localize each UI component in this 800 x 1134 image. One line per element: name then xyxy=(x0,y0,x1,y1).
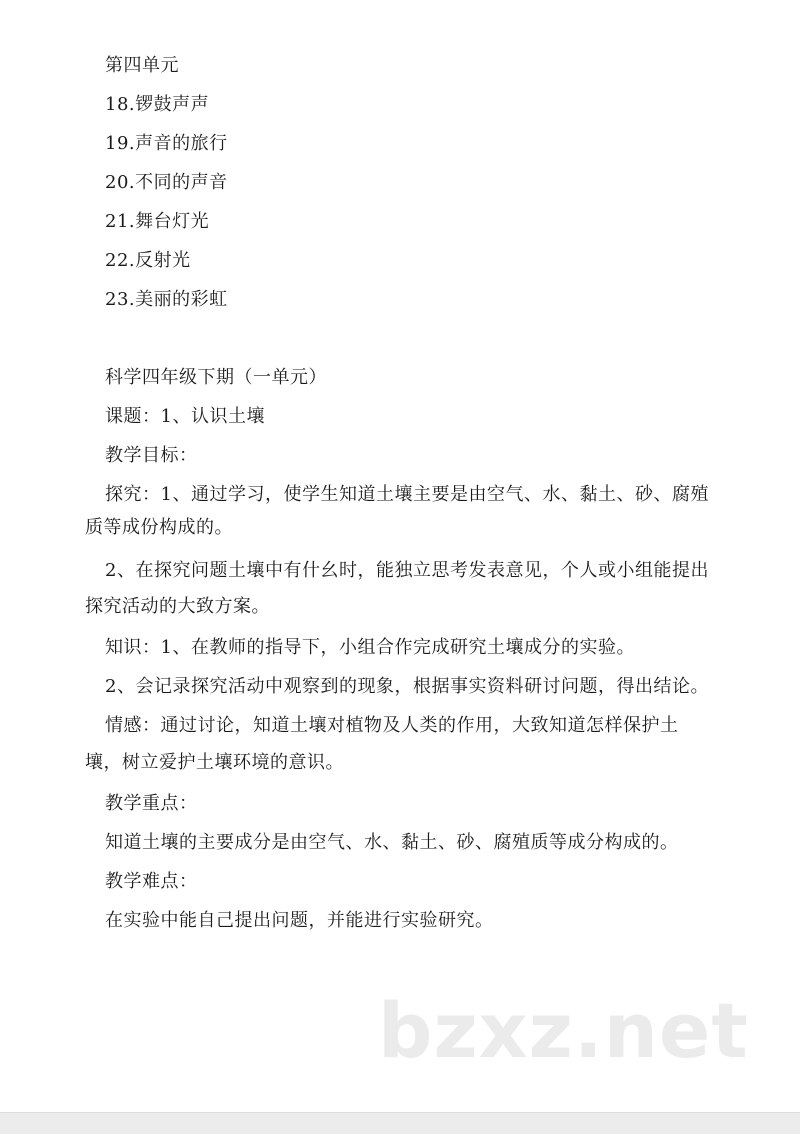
plan-topic: 课题：1、认识土壤 xyxy=(105,406,265,427)
key-point-text: 知道土壤的主要成分是由空气、水、黏土、砂、腐殖质等成分构成的。 xyxy=(105,832,679,853)
plan-title: 科学四年级下期（一单元） xyxy=(105,367,327,388)
difficulty-text: 在实验中能自己提出问题，并能进行实验研究。 xyxy=(105,910,494,931)
unit-heading: 第四单元 xyxy=(105,55,179,76)
explore-goal-1-line1: 探究：1、通过学习，使学生知道土壤主要是由空气、水、黏土、砂、腐殖 xyxy=(105,484,709,505)
lesson-item-23: 23.美丽的彩虹 xyxy=(105,289,228,310)
lesson-item-21: 21.舞台灯光 xyxy=(105,211,210,232)
emotion-goal-line1: 情感：通过讨论，知道土壤对植物及人类的作用，大致知道怎样保护土 xyxy=(105,715,679,736)
key-point-label: 教学重点： xyxy=(105,793,198,814)
lesson-item-18: 18.锣鼓声声 xyxy=(105,94,210,115)
lesson-item-20: 20.不同的声音 xyxy=(105,172,228,193)
explore-goal-2-line1: 2、在探究问题土壤中有什幺时，能独立思考发表意见，个人或小组能提出 xyxy=(105,560,709,581)
knowledge-goal-1: 知识：1、在教师的指导下，小组合作完成研究土壤成分的实验。 xyxy=(105,637,635,658)
lesson-item-19: 19.声音的旅行 xyxy=(105,133,228,154)
goals-label: 教学目标： xyxy=(105,445,198,466)
knowledge-goal-2: 2、会记录探究活动中观察到的现象，根据事实资料研讨问题，得出结论。 xyxy=(105,676,709,697)
difficulty-label: 教学难点： xyxy=(105,871,198,892)
watermark: bzxz.net xyxy=(378,986,749,1075)
emotion-goal-line2: 壤，树立爱护土壤环境的意识。 xyxy=(85,752,344,773)
explore-goal-2-line2: 探究活动的大致方案。 xyxy=(85,596,270,617)
lesson-item-22: 22.反射光 xyxy=(105,250,191,271)
viewer-bottom-strip xyxy=(0,1112,800,1134)
explore-goal-1-line2: 质等成份构成的。 xyxy=(85,517,233,538)
